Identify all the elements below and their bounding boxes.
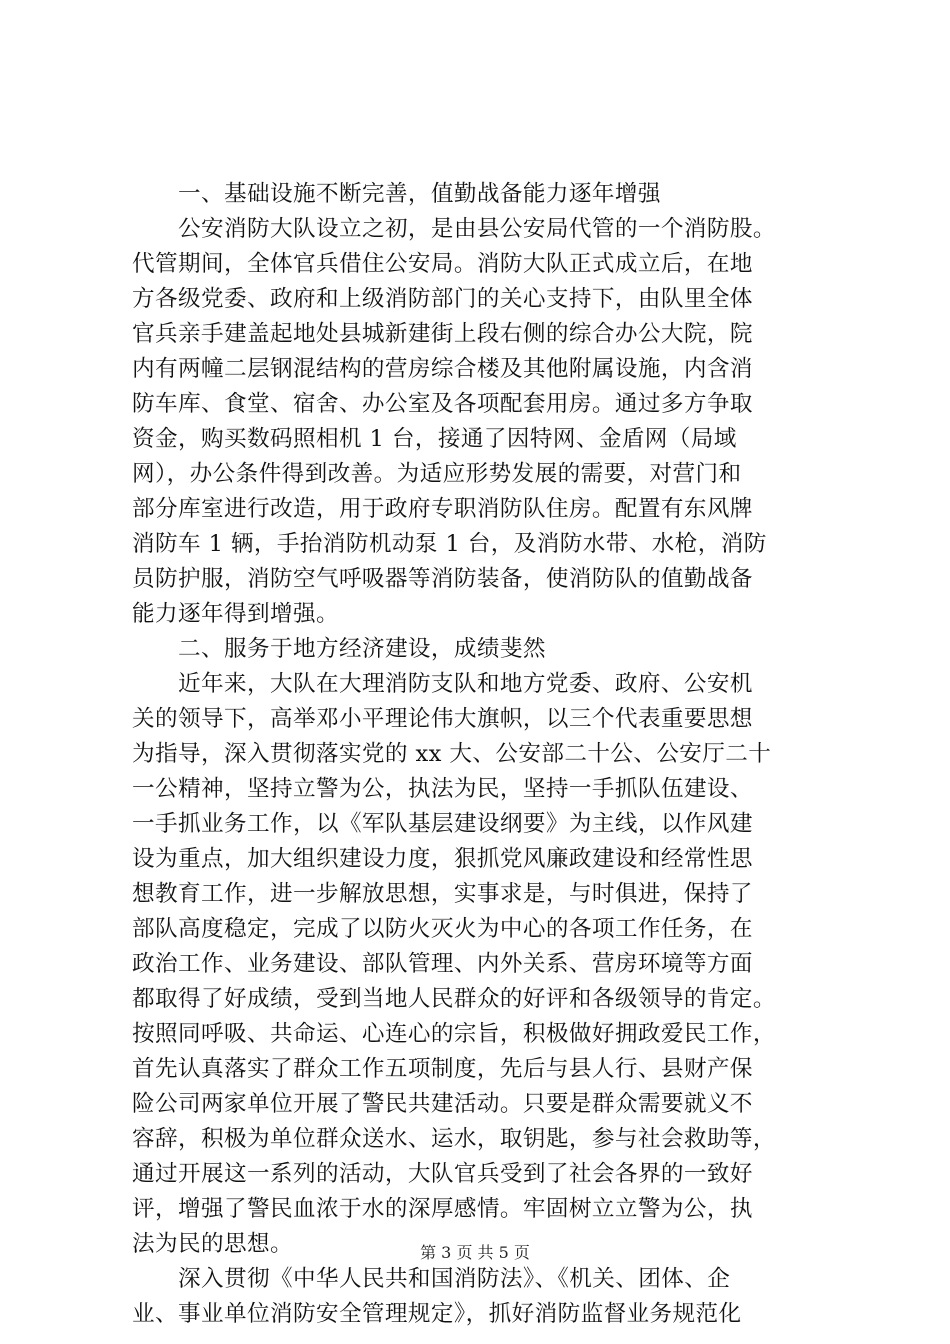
- section-heading: 二、服务于地方经济建设，成绩斐然: [178, 636, 546, 662]
- paragraph-line: 近年来，大队在大理消防支队和地方党委、政府、公安机: [178, 671, 753, 697]
- paragraph-line: 资金，购买数码照相机 1 台，接通了因特网、金盾网（局域: [132, 426, 737, 452]
- paragraph-line: 设为重点，加大组织建设力度，狠抓党风廉政建设和经常性思: [132, 846, 753, 872]
- paragraph-line: 深入贯彻《中华人民共和国消防法》、《机关、团体、企: [178, 1266, 731, 1292]
- paragraph-line: 业、事业单位消防安全管理规定》，抓好消防监督业务规范化: [132, 1301, 742, 1327]
- paragraph-line: 按照同呼吸、共命运、心连心的宗旨，积极做好拥政爱民工作，: [132, 1021, 776, 1047]
- paragraph-line: 网），办公条件得到改善。为适应形势发展的需要，对营门和: [132, 461, 742, 487]
- paragraph-line: 通过开展这一系列的活动，大队官兵受到了社会各界的一致好: [132, 1161, 753, 1187]
- paragraph-line: 能力逐年得到增强。: [132, 601, 339, 627]
- paragraph-line: 消防车 1 辆，手抬消防机动泵 1 台，及消防水带、水枪，消防: [132, 531, 767, 557]
- paragraph-line: 代管期间，全体官兵借住公安局。消防大队正式成立后，在地: [132, 251, 753, 277]
- paragraph-line: 法为民的思想。: [132, 1231, 293, 1257]
- paragraph-line: 员防护服，消防空气呼吸器等消防装备，使消防队的值勤战备: [132, 566, 753, 592]
- paragraph-line: 部分库室进行改造，用于政府专职消防队住房。配置有东风牌: [132, 496, 753, 522]
- paragraph-line: 官兵亲手建盖起地处县城新建街上段右侧的综合办公大院，院: [132, 321, 753, 347]
- paragraph-line: 公安消防大队设立之初，是由县公安局代管的一个消防股。: [178, 216, 776, 242]
- paragraph-line: 首先认真落实了群众工作五项制度，先后与县人行、县财产保: [132, 1056, 753, 1082]
- paragraph-line: 关的领导下，高举邓小平理论伟大旗帜，以三个代表重要思想: [132, 706, 753, 732]
- paragraph-line: 方各级党委、政府和上级消防部门的关心支持下，由队里全体: [132, 286, 753, 312]
- paragraph-line: 评，增强了警民血浓于水的深厚感情。牢固树立立警为公，执: [132, 1196, 753, 1222]
- paragraph-line: 一手抓业务工作，以《军队基层建设纲要》为主线，以作风建: [132, 811, 753, 837]
- paragraph-line: 想教育工作，进一步解放思想，实事求是，与时俱进，保持了: [132, 881, 753, 907]
- page-footer: 第 3 页 共 5 页: [420, 1243, 530, 1262]
- paragraph-line: 内有两幢二层钢混结构的营房综合楼及其他附属设施，内含消: [132, 356, 753, 382]
- paragraph-line: 部队高度稳定，完成了以防火灭火为中心的各项工作任务，在: [132, 916, 753, 942]
- paragraph-line: 一公精神，坚持立警为公，执法为民，坚持一手抓队伍建设、: [132, 776, 753, 802]
- paragraph-line: 防车库、食堂、宿舍、办公室及各项配套用房。通过多方争取: [132, 391, 753, 417]
- paragraph-line: 为指导，深入贯彻落实党的 xx 大、公安部二十公、公安厅二十: [132, 741, 772, 767]
- paragraph-line: 都取得了好成绩，受到当地人民群众的好评和各级领导的肯定。: [132, 986, 776, 1012]
- paragraph-line: 政治工作、业务建设、部队管理、内外关系、营房环境等方面: [132, 951, 753, 977]
- paragraph-line: 容辞，积极为单位群众送水、运水，取钥匙，参与社会救助等，: [132, 1126, 776, 1152]
- section-heading: 一、基础设施不断完善，值勤战备能力逐年增强: [178, 181, 661, 207]
- paragraph-line: 险公司两家单位开展了警民共建活动。只要是群众需要就义不: [132, 1091, 753, 1117]
